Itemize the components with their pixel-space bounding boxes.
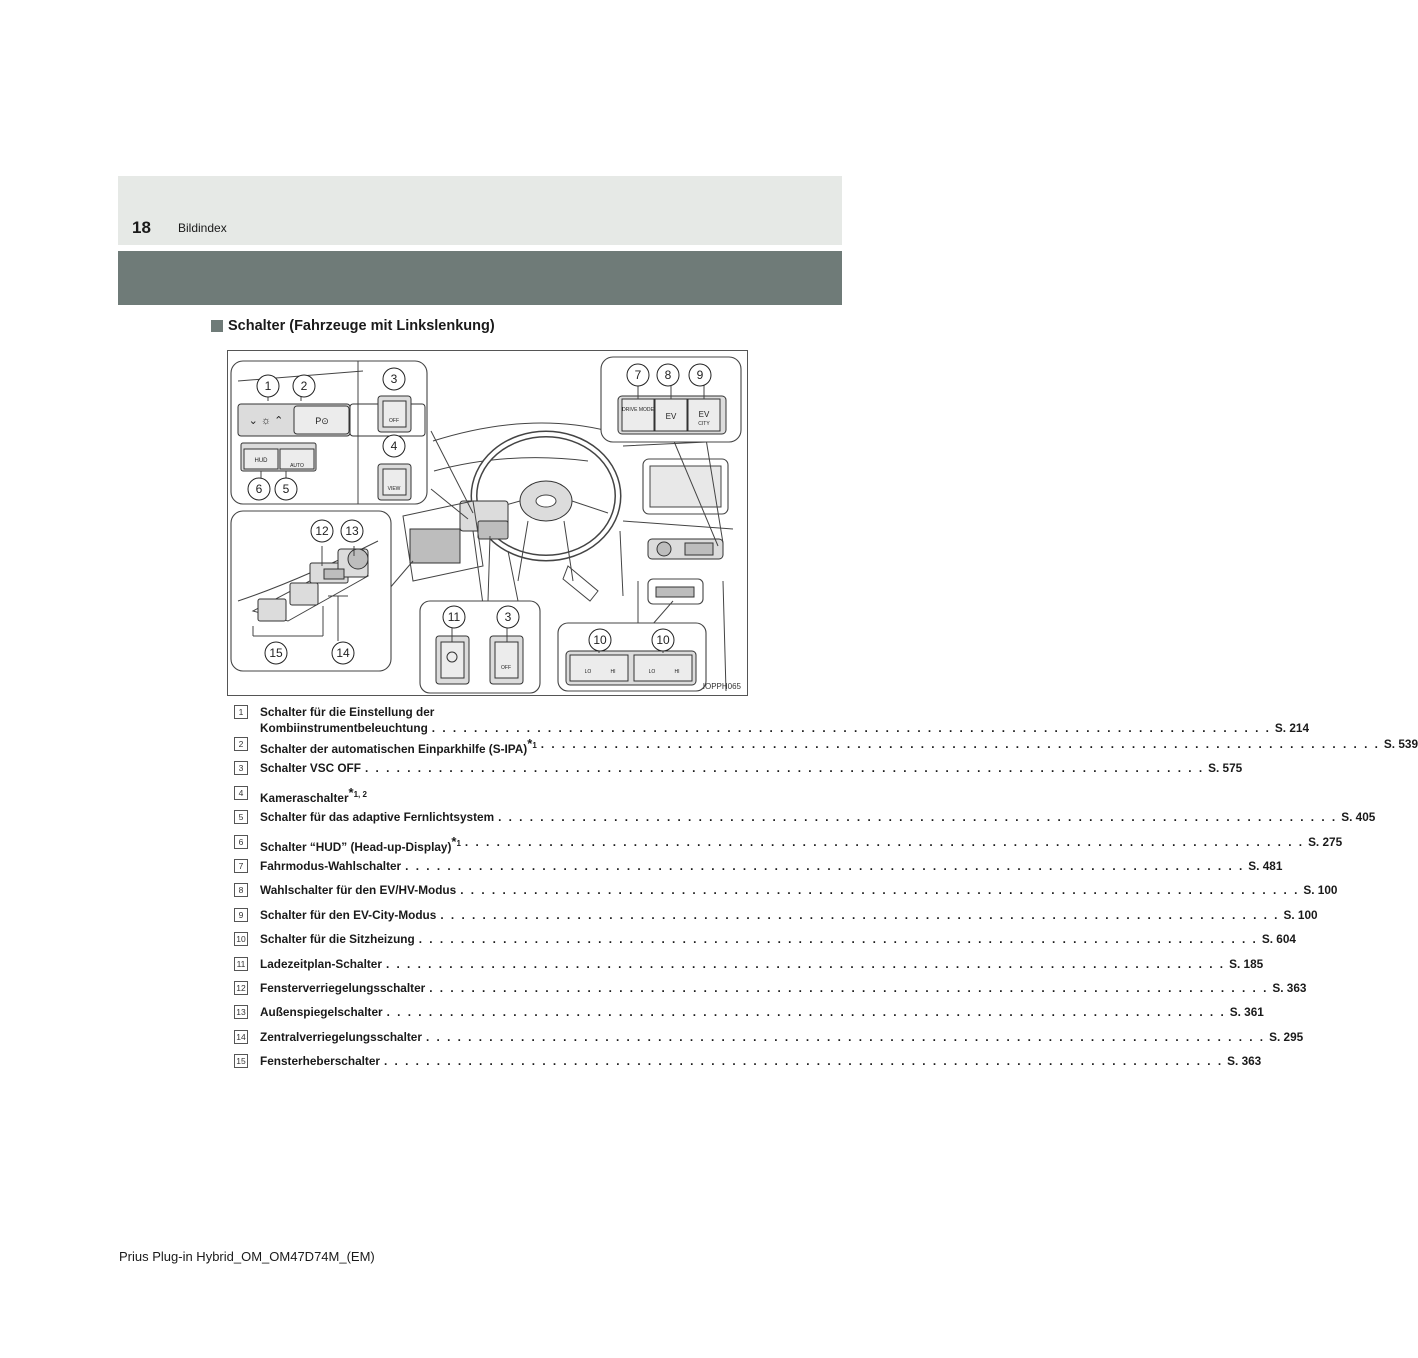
page-reference: S. 481	[1248, 858, 1283, 873]
callout-body	[260, 834, 1342, 855]
callout-number-box: 13	[234, 1005, 248, 1019]
callout-body	[260, 736, 1418, 757]
footer-doc-id: Prius Plug-in Hybrid_OM_OM47D74M_(EM)	[119, 1249, 375, 1264]
dot-leader	[426, 1029, 1265, 1045]
svg-text:6: 6	[255, 482, 263, 496]
svg-text:⌄ ☼ ⌃: ⌄ ☼ ⌃	[248, 415, 284, 427]
callout-label	[260, 1004, 383, 1020]
callout-label-text: Wahlschalter für den EV/HV-Modus	[260, 883, 457, 898]
callout-number-5	[275, 478, 297, 500]
callout-item	[234, 1053, 1262, 1077]
callout-label	[260, 882, 456, 898]
figure-illustration	[228, 351, 749, 697]
callout-item	[234, 704, 1310, 736]
callout-label-text: Schalter VSC OFF	[260, 761, 361, 776]
callout-label	[260, 736, 537, 757]
page-reference: S. 295	[1269, 1029, 1304, 1044]
callout-line	[260, 882, 1337, 898]
switch-location-figure	[227, 350, 748, 696]
callout-number-box: 7	[234, 859, 248, 873]
callout-number-box: 9	[234, 908, 248, 922]
svg-text:CITY: CITY	[698, 421, 710, 427]
callout-item	[234, 980, 1307, 1004]
callout-number-box: 2	[234, 737, 248, 751]
callout-number-11	[443, 606, 465, 628]
callout-item	[234, 1004, 1264, 1028]
callout-label-text: Schalter der automatischen Einparkhilfe (S-IPA)	[260, 742, 528, 756]
callout-body	[260, 882, 1337, 898]
callout-item	[234, 907, 1318, 931]
page-reference: S. 539	[1383, 737, 1418, 751]
dot-leader	[405, 858, 1244, 874]
svg-text:13: 13	[345, 524, 359, 538]
callout-line	[260, 931, 1296, 947]
page-reference: S. 363	[1272, 980, 1307, 995]
callout-body	[260, 931, 1296, 947]
dot-leader	[465, 834, 1304, 855]
svg-text:EV: EV	[698, 410, 710, 419]
figure-code: IOPPH065	[702, 682, 741, 691]
svg-text:15: 15	[269, 646, 283, 660]
callout-label	[260, 980, 425, 996]
page-reference: S. 604	[1261, 932, 1296, 947]
callout-body	[260, 704, 1309, 736]
callout-body	[260, 907, 1318, 923]
page-reference: S. 361	[1229, 1005, 1264, 1020]
callout-line	[260, 834, 1342, 855]
footnote-number: 1	[456, 838, 461, 848]
panel-bottom-middle	[420, 601, 540, 693]
dot-leader	[365, 760, 1204, 776]
svg-text:DRIVE MODE: DRIVE MODE	[622, 407, 654, 413]
callout-label	[260, 1053, 380, 1069]
callout-body	[260, 1004, 1264, 1020]
callout-line	[260, 704, 1309, 720]
callout-number-box: 6	[234, 835, 248, 849]
dot-leader	[432, 720, 1271, 736]
svg-text:OFF: OFF	[501, 665, 511, 671]
callout-number-box: 10	[234, 932, 248, 946]
chapter-band	[118, 251, 842, 305]
callout-number-box: 15	[234, 1054, 248, 1068]
callout-line	[260, 956, 1263, 972]
heading-square-icon	[211, 320, 223, 332]
svg-text:HI: HI	[674, 669, 680, 675]
callout-number-box: 14	[234, 1030, 248, 1044]
callout-number-box: 5	[234, 810, 248, 824]
svg-text:EV: EV	[665, 412, 677, 421]
asterisk-icon: *	[348, 784, 354, 800]
svg-text:P⊙: P⊙	[315, 416, 329, 426]
section-heading	[211, 318, 495, 334]
callout-number-2	[293, 375, 315, 397]
svg-text:12: 12	[315, 524, 329, 538]
panel-bottom-right	[558, 623, 706, 691]
callout-item	[234, 882, 1338, 906]
callout-label	[260, 1029, 422, 1045]
callout-label-text: Zentralverriegelungsschalter	[260, 1029, 422, 1044]
dot-leader	[541, 736, 1380, 757]
svg-text:14: 14	[336, 646, 350, 660]
callout-number-8	[657, 364, 679, 386]
callout-number-14	[332, 642, 354, 664]
callout-body	[260, 980, 1306, 996]
callout-item	[234, 833, 1343, 858]
svg-text:LO: LO	[584, 669, 592, 675]
callout-body	[260, 956, 1263, 972]
dot-leader	[387, 1004, 1226, 1020]
callout-label	[260, 931, 415, 947]
callout-number-6	[248, 478, 270, 500]
dot-leader	[419, 931, 1258, 947]
svg-text:HI: HI	[610, 669, 616, 675]
footnote-number: 1	[532, 741, 537, 750]
panel-left-lower	[231, 511, 391, 671]
callout-body	[260, 785, 724, 806]
callout-line	[260, 1053, 1261, 1069]
dot-leader	[440, 907, 1279, 923]
callout-number-box: 4	[234, 786, 248, 800]
callout-label-text: Fahrmodus-Wahlschalter	[260, 858, 402, 873]
callout-item	[234, 760, 1243, 784]
callout-label	[260, 704, 434, 720]
callout-line	[260, 720, 1309, 736]
svg-text:11: 11	[447, 610, 461, 624]
svg-text:7: 7	[634, 368, 642, 382]
callout-list	[234, 704, 1418, 1077]
callout-number-3	[383, 368, 405, 390]
callout-number-box: 8	[234, 883, 248, 897]
callout-number-13	[341, 520, 363, 542]
callout-label-text: Außenspiegelschalter	[260, 1005, 383, 1020]
asterisk-icon: *	[451, 833, 457, 849]
callout-label-text: Kameraschalter	[260, 790, 349, 805]
callout-label-text: Schalter für das adaptive Fernlichtsystem	[260, 810, 495, 825]
callout-line	[260, 907, 1318, 923]
svg-text:1: 1	[264, 379, 272, 393]
callout-body	[260, 760, 1242, 776]
dot-leader	[498, 809, 1337, 825]
callout-number-15	[265, 642, 287, 664]
callout-number-box: 12	[234, 981, 248, 995]
callout-label	[260, 907, 436, 923]
section-name: Bildindex	[178, 221, 227, 235]
asterisk-icon: *	[527, 736, 533, 751]
callout-label-text: Schalter für die Sitzheizung	[260, 932, 415, 947]
svg-text:LO: LO	[648, 669, 656, 675]
callout-number-10b	[652, 629, 674, 651]
page-reference: S. 214	[1274, 721, 1310, 735]
callout-line	[260, 1029, 1303, 1045]
callout-body	[260, 1029, 1303, 1045]
callout-line	[260, 858, 1282, 874]
callout-number-box: 1	[234, 705, 248, 719]
callout-item	[234, 858, 1283, 882]
callout-label	[260, 720, 428, 736]
svg-text:2: 2	[300, 379, 308, 393]
page-reference: S. 100	[1283, 907, 1318, 922]
footnote-marker	[527, 736, 537, 751]
page-reference: S. 100	[1303, 883, 1338, 898]
dot-leader	[384, 1053, 1223, 1069]
callout-number-9	[689, 364, 711, 386]
callout-number-4	[383, 435, 405, 457]
footnote-marker	[451, 833, 461, 849]
callout-body	[260, 1053, 1261, 1069]
callout-label	[260, 858, 401, 874]
callout-label	[260, 956, 382, 972]
svg-text:HUD: HUD	[254, 458, 268, 464]
callout-number-7	[627, 364, 649, 386]
callout-label	[260, 760, 361, 776]
dot-leader	[386, 956, 1225, 972]
callout-label-text: Schalter für die Einstellung der	[260, 705, 435, 719]
header-band	[118, 176, 842, 245]
dot-leader	[460, 882, 1299, 898]
callout-line	[260, 785, 724, 806]
callout-label-text: Fensterheberschalter	[260, 1054, 380, 1069]
svg-text:4: 4	[390, 439, 398, 453]
page-number: 18	[132, 218, 151, 237]
page-reference: S. 185	[1229, 956, 1264, 971]
svg-text:3: 3	[390, 372, 398, 386]
callout-number-box: 3	[234, 761, 248, 775]
svg-text:9: 9	[696, 368, 704, 382]
svg-text:5: 5	[282, 482, 290, 496]
page-reference: S. 405	[1341, 810, 1376, 825]
page-reference: S. 363	[1227, 1054, 1262, 1069]
callout-number-3b	[497, 606, 519, 628]
callout-item	[234, 736, 1418, 760]
svg-text:VIEW: VIEW	[387, 486, 401, 492]
callout-line	[260, 1004, 1264, 1020]
callout-label-text: Ladezeitplan-Schalter	[260, 956, 382, 971]
callout-label	[260, 809, 494, 825]
callout-line	[260, 760, 1242, 776]
section-heading-text: Schalter (Fahrzeuge mit Linkslenkung)	[228, 318, 495, 334]
svg-text:3: 3	[504, 610, 512, 624]
callout-label-text: Schalter für den EV-City-Modus	[260, 907, 437, 922]
page-reference: S. 575	[1208, 761, 1243, 776]
callout-body	[260, 809, 1375, 825]
callout-number-12	[311, 520, 333, 542]
callout-number-10a	[589, 629, 611, 651]
dot-leader	[429, 980, 1268, 996]
page-reference: S. 275	[1308, 834, 1343, 849]
callout-line	[260, 980, 1306, 996]
callout-label	[260, 834, 461, 855]
callout-line	[260, 736, 1418, 757]
callout-line	[260, 809, 1375, 825]
callout-number-1	[257, 375, 279, 397]
svg-text:8: 8	[664, 368, 672, 382]
svg-text:OFF: OFF	[389, 418, 399, 424]
svg-text:10: 10	[656, 633, 670, 647]
callout-label-text: Fensterverriegelungsschalter	[260, 980, 426, 995]
callout-item	[234, 956, 1264, 980]
footnote-number: 1, 2	[353, 789, 367, 799]
callout-label-text: Schalter “HUD” (Head-up-Display)	[260, 839, 452, 854]
callout-label-text: Kombiinstrumentbeleuchtung	[260, 721, 428, 735]
callout-item	[234, 809, 1376, 833]
svg-text:AUTO: AUTO	[290, 463, 304, 469]
callout-item	[234, 931, 1296, 955]
callout-label	[260, 785, 367, 806]
callout-number-box: 11	[234, 957, 248, 971]
callout-item	[234, 785, 724, 809]
callout-body	[260, 858, 1282, 874]
footnote-marker	[348, 784, 367, 800]
callout-item	[234, 1029, 1304, 1053]
svg-text:10: 10	[593, 633, 607, 647]
